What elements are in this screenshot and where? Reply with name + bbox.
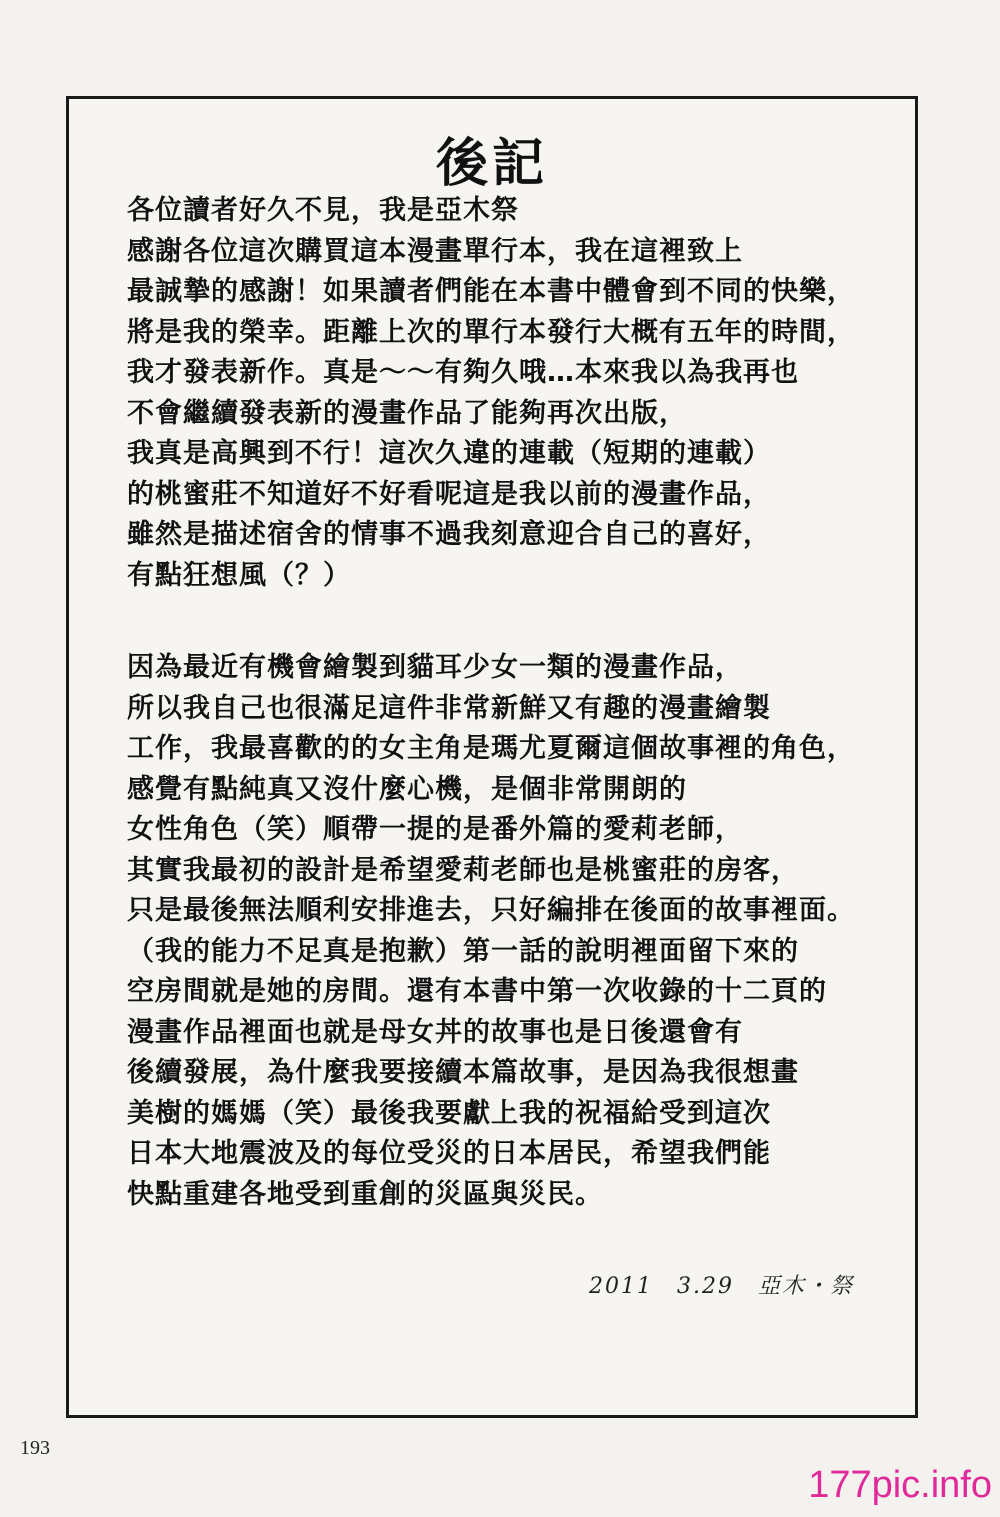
text-line: 只是最後無法順利安排進去，只好編排在後面的故事裡面。 <box>127 895 855 926</box>
text-line: 工作，我最喜歡的的女主角是瑪尤夏爾這個故事裡的角色， <box>127 733 855 764</box>
text-line: 雖然是描述宿舍的情事不過我刻意迎合自己的喜好， <box>127 519 771 550</box>
text-line: 的桃蜜莊不知道好不好看呢這是我以前的漫畫作品， <box>127 478 771 510</box>
text-line: 感覺有點純真又沒什麼心機，是個非常開朗的 <box>127 773 687 805</box>
text-line: 空房間就是她的房間。還有本書中第一次收錄的十二頁的 <box>127 976 827 1007</box>
text-line: 日本大地震波及的每位受災的日本居民，希望我們能 <box>127 1138 771 1169</box>
text-line: （我的能力不足真是抱歉）第一話的說明裡面留下來的 <box>127 935 799 967</box>
text-line: 將是我的榮幸。距離上次的單行本發行大概有五年的時間， <box>127 316 855 348</box>
text-line: 美樹的媽媽（笑）最後我要獻上我的祝福給受到這次 <box>127 1097 771 1129</box>
paragraph-1 <box>127 191 897 596</box>
text-line: 快點重建各地受到重創的災區與災民。 <box>127 1178 603 1210</box>
text-line: 我真是高興到不行！這次久違的連載（短期的連載） <box>127 438 771 469</box>
text-line: 各位讀者好久不見，我是亞木祭 <box>127 195 519 226</box>
afterword-frame <box>66 96 918 1418</box>
afterword-body <box>127 191 897 1215</box>
text-line: 感謝各位這次購買這本漫畫單行本，我在這裡致上 <box>127 235 743 267</box>
handwritten-signature: 2011 3.29 亞木・祭 <box>589 1274 854 1299</box>
text-line: 最誠摯的感謝！如果讀者們能在本書中體會到不同的快樂， <box>127 276 855 307</box>
text-line: 後續發展，為什麼我要接續本篇故事，是因為我很想畫 <box>127 1057 799 1088</box>
text-line: 漫畫作品裡面也就是母女丼的故事也是日後還會有 <box>127 1016 743 1048</box>
text-line: 我才發表新作。真是～～有夠久哦…本來我以為我再也 <box>127 357 799 388</box>
paragraph-2 <box>127 648 897 1215</box>
watermark: 177pic.info <box>808 1464 992 1506</box>
text-line: 女性角色（笑）順帶一提的是番外篇的愛莉老師， <box>127 814 743 845</box>
text-line: 所以我自己也很滿足這件非常新鮮又有趣的漫畫繪製 <box>127 692 771 724</box>
page-number: 193 <box>20 1437 50 1459</box>
text-line: 有點狂想風（？） <box>127 559 351 591</box>
text-line: 其實我最初的設計是希望愛莉老師也是桃蜜莊的房客， <box>127 854 799 886</box>
text-line: 不會繼續發表新的漫畫作品了能夠再次出版， <box>127 397 687 429</box>
text-line: 因為最近有機會繪製到貓耳少女一類的漫畫作品， <box>127 652 743 683</box>
page-title: 後記 <box>435 134 548 194</box>
